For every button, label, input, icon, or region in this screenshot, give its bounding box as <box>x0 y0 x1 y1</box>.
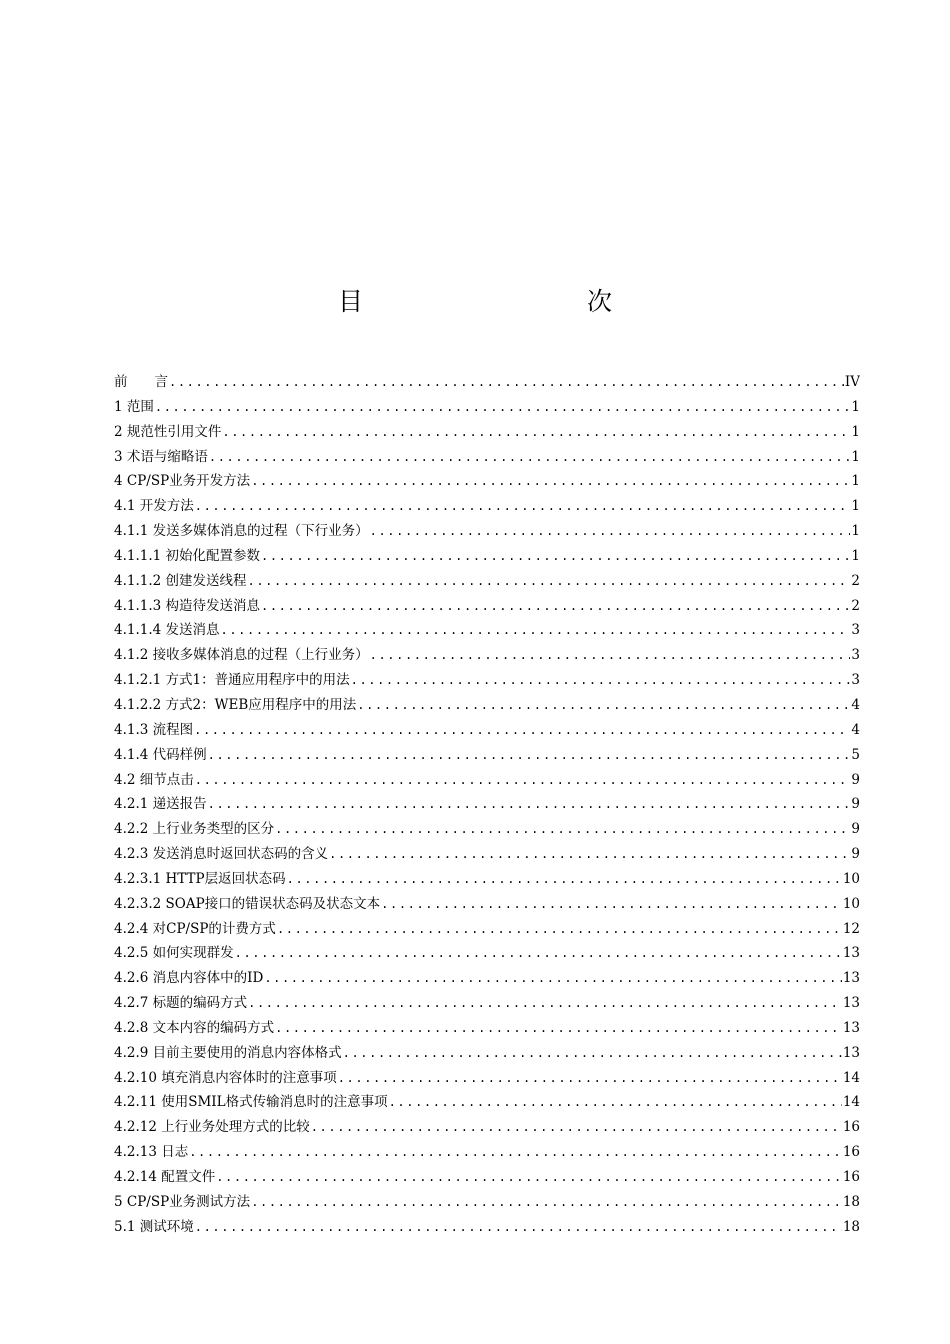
toc-entry-label: 4.1.2.1 方式1：普通应用程序中的用法 <box>114 672 350 689</box>
toc-dot-leader <box>351 673 851 687</box>
toc-entry-label: 4.1.1.1 初始化配置参数 <box>114 547 261 564</box>
toc-entry[interactable] <box>114 917 860 942</box>
toc-entry[interactable] <box>114 370 860 395</box>
toc-dot-leader <box>275 1021 842 1035</box>
toc-entry-label: 4.1.2 接收多媒体消息的过程（上行业务） <box>114 647 369 664</box>
toc-page-number: 3 <box>851 622 860 639</box>
toc-entry[interactable] <box>114 1165 860 1190</box>
toc-entry[interactable] <box>114 469 860 494</box>
toc-entry[interactable] <box>114 1215 860 1240</box>
toc-dot-leader <box>287 872 842 886</box>
toc-dot-leader <box>235 946 842 960</box>
toc-page-number: 9 <box>851 821 860 838</box>
toc-dot-leader <box>208 748 851 762</box>
toc-dot-leader <box>222 425 850 439</box>
toc-entry-label: 4.2.11 使用SMIL格式传输消息时的注意事项 <box>114 1094 388 1111</box>
toc-entry[interactable] <box>114 941 860 966</box>
toc-entry[interactable] <box>114 420 860 445</box>
toc-page-number: 18 <box>842 1218 860 1235</box>
toc-entry-label: 4.2.7 标题的编码方式 <box>114 995 248 1012</box>
toc-dot-leader <box>194 723 850 737</box>
toc-page-number: 13 <box>842 970 860 987</box>
toc-entry[interactable] <box>114 892 860 917</box>
toc-dot-leader <box>381 897 842 911</box>
toc-entry-label: 4.2.3.1 HTTP层返回状态码 <box>114 870 286 887</box>
toc-dot-leader <box>216 1170 842 1184</box>
toc-page-number: 13 <box>842 1019 860 1036</box>
toc-dot-leader <box>261 599 850 613</box>
toc-page-number: 1 <box>851 498 860 515</box>
toc-dot-leader <box>195 773 851 787</box>
toc-entry[interactable] <box>114 445 860 470</box>
toc-entry-label: 4.2.5 如何实现群发 <box>114 945 234 962</box>
toc-entry-label: 4.2.14 配置文件 <box>114 1169 216 1185</box>
toc-page-number: 14 <box>842 1094 860 1111</box>
toc-entry[interactable] <box>114 668 860 693</box>
toc-entry-label: 4.2.13 日志 <box>114 1144 189 1161</box>
toc-page-number: 4 <box>851 696 860 713</box>
toc-page-number: 4 <box>851 721 860 738</box>
toc-entry-label: 4.1.1.3 构造待发送消息 <box>114 597 261 614</box>
toc-page-number: 13 <box>842 1044 860 1061</box>
toc-entry-label: 4.2.1 递送报告 <box>114 796 207 813</box>
toc-page-number: 16 <box>842 1144 860 1161</box>
toc-dot-leader <box>248 996 842 1010</box>
toc-dot-leader <box>261 549 850 563</box>
toc-page-number: 2 <box>851 597 860 614</box>
toc-entry-label: 4.2.12 上行业务处理方式的比较 <box>114 1119 310 1136</box>
toc-page-number: 10 <box>842 870 860 887</box>
toc-entry-label: 4 CP/SP业务开发方法 <box>114 473 251 490</box>
toc-dot-leader <box>338 1071 842 1085</box>
toc-page-number: IV <box>844 374 860 390</box>
toc-dot-leader <box>275 822 850 836</box>
toc-page-number: 3 <box>851 647 860 664</box>
toc-page-number: 1 <box>851 523 860 540</box>
toc-entry-label: 3 术语与缩略语 <box>114 448 208 465</box>
toc-entry-label: 5 CP/SP业务测试方法 <box>114 1193 251 1210</box>
toc-entry-label: 4.2 细节点击 <box>114 771 194 788</box>
toc-entry[interactable] <box>114 544 860 569</box>
toc-dot-leader <box>264 971 842 985</box>
toc-entry-label: 4.2.4 对CP/SP的计费方式 <box>114 920 276 937</box>
toc-page-number: 1 <box>851 547 860 564</box>
toc-entry[interactable] <box>114 817 860 842</box>
toc-entry-label: 4.2.6 消息内容体中的ID <box>114 970 264 987</box>
toc-page-number: 18 <box>842 1193 860 1210</box>
toc-entry[interactable] <box>114 842 860 867</box>
toc-dot-leader <box>208 797 851 811</box>
toc-entry-label: 4.2.2 上行业务类型的区分 <box>114 821 275 838</box>
toc-entry[interactable] <box>114 743 860 768</box>
toc-page-number: 2 <box>851 572 860 589</box>
toc-page-number: 9 <box>851 796 860 813</box>
toc-entry[interactable] <box>114 395 860 420</box>
toc-entry[interactable] <box>114 569 860 594</box>
toc-dot-leader <box>155 400 851 414</box>
toc-page-number: 16 <box>842 1169 860 1185</box>
toc-entry-label: 4.2.3 发送消息时返回状态码的含义 <box>114 846 329 863</box>
toc-page-number: 3 <box>851 672 860 689</box>
toc-entry[interactable] <box>114 618 860 643</box>
toc-dot-leader <box>248 574 851 588</box>
toc-page-number: 9 <box>851 846 860 863</box>
toc-dot-leader <box>221 623 851 637</box>
toc-page-number: 13 <box>842 945 860 962</box>
toc-entry-label: 前 言 <box>114 374 168 390</box>
toc-dot-leader <box>389 1095 842 1109</box>
toc-entry-label: 4.1.1.4 发送消息 <box>114 622 220 639</box>
toc-entry[interactable] <box>114 1066 860 1091</box>
toc-entry-label: 4.1.1.2 创建发送线程 <box>114 572 247 589</box>
toc-entry[interactable] <box>114 594 860 619</box>
toc-dot-leader <box>370 648 851 662</box>
toc-dot-leader <box>343 1046 842 1060</box>
toc-dot-leader <box>251 474 850 488</box>
toc-dot-leader <box>195 1220 842 1234</box>
toc-entry[interactable] <box>114 643 860 668</box>
toc-dot-leader <box>311 1120 842 1134</box>
toc-entry[interactable] <box>114 867 860 892</box>
toc-page-number: 12 <box>842 920 860 937</box>
toc-page-number: 5 <box>851 746 860 763</box>
toc-entry[interactable] <box>114 519 860 544</box>
toc-entry-label: 4.1.1 发送多媒体消息的过程（下行业务） <box>114 523 369 540</box>
toc-page-number: 10 <box>842 895 860 912</box>
toc-entry-label: 4.2.10 填充消息内容体时的注意事项 <box>114 1069 337 1086</box>
toc-entry-label: 4.2.9 目前主要使用的消息内容体格式 <box>114 1044 342 1061</box>
toc-page-number: 16 <box>842 1119 860 1136</box>
toc-page-number: 14 <box>842 1069 860 1086</box>
toc-entry-label: 4.2.8 文本内容的编码方式 <box>114 1019 275 1036</box>
toc-page-number: 13 <box>842 995 860 1012</box>
page-title: 目 次 <box>337 287 670 316</box>
toc-entry-label: 2 规范性引用文件 <box>114 423 222 440</box>
toc-entry[interactable] <box>114 1041 860 1066</box>
toc-entry[interactable] <box>114 792 860 817</box>
toc-dot-leader <box>251 1195 842 1209</box>
toc-entry-label: 4.1.3 流程图 <box>114 721 194 738</box>
toc-dot-leader <box>169 375 844 389</box>
toc-entry[interactable] <box>114 1016 860 1041</box>
toc-page-number: 1 <box>851 398 860 415</box>
toc-entry-label: 1 范围 <box>114 398 154 415</box>
toc-dot-leader <box>277 922 842 936</box>
toc-dot-leader <box>357 698 850 712</box>
toc-entry-label: 5.1 测试环境 <box>114 1218 194 1235</box>
toc-entry[interactable] <box>114 991 860 1016</box>
toc-entry[interactable] <box>114 718 860 743</box>
toc-dot-leader <box>370 524 851 538</box>
toc-entry[interactable] <box>114 1140 860 1165</box>
toc-entry-label: 4.1 开发方法 <box>114 498 194 515</box>
toc-dot-leader <box>195 499 851 513</box>
table-of-contents <box>114 370 860 1240</box>
toc-entry[interactable] <box>114 1190 860 1215</box>
toc-entry-label: 4.1.4 代码样例 <box>114 746 207 763</box>
toc-entry[interactable] <box>114 1090 860 1115</box>
toc-entry[interactable] <box>114 1115 860 1140</box>
toc-entry[interactable] <box>114 693 860 718</box>
toc-entry-label: 4.2.3.2 SOAP接口的错误状态码及状态文本 <box>114 895 381 912</box>
toc-entry[interactable] <box>114 768 860 793</box>
toc-dot-leader <box>329 847 850 861</box>
toc-dot-leader <box>209 450 851 464</box>
toc-page-number: 9 <box>851 771 860 788</box>
toc-page-number: 1 <box>851 448 860 465</box>
toc-entry-label: 4.1.2.2 方式2：WEB应用程序中的用法 <box>114 696 357 713</box>
toc-page-number: 1 <box>851 423 860 440</box>
toc-dot-leader <box>189 1145 842 1159</box>
toc-entry[interactable] <box>114 966 860 991</box>
toc-page-number: 1 <box>851 473 860 490</box>
toc-entry[interactable] <box>114 494 860 519</box>
